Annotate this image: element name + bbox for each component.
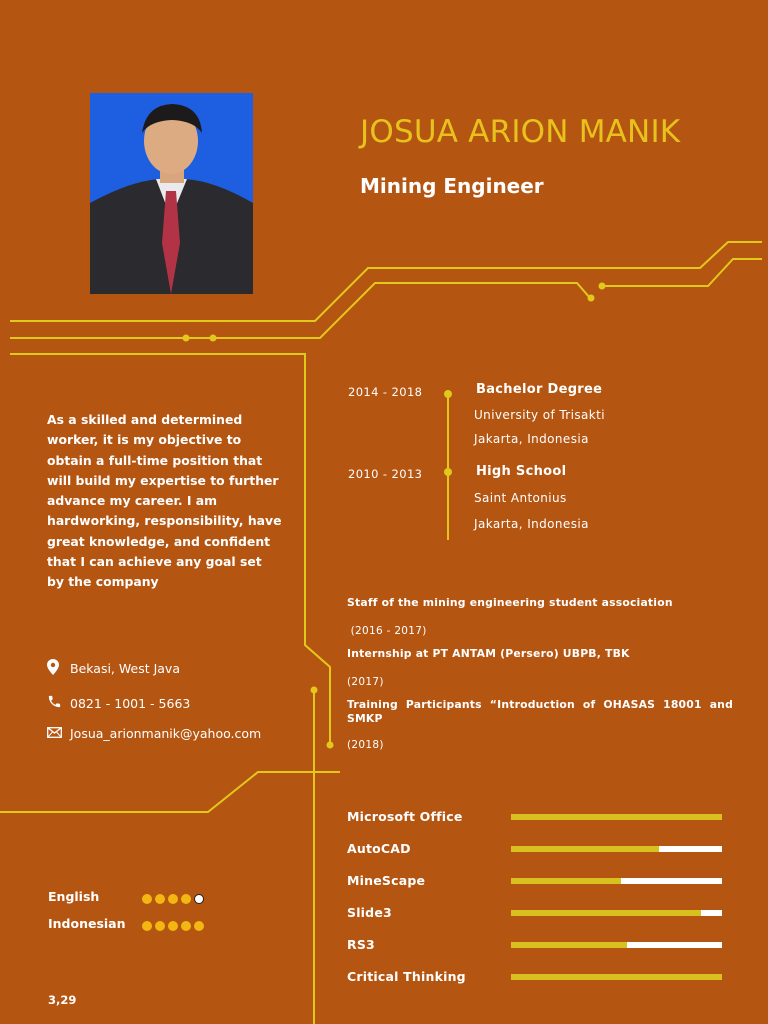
skill-level-fill (511, 910, 701, 916)
skill-name: Slide3 (347, 905, 392, 920)
rating-dot-filled (181, 894, 191, 904)
location-text: Bekasi, West Java (70, 661, 180, 676)
phone-text: 0821 - 1001 - 5663 (70, 695, 191, 711)
experience-year: (2017) (347, 676, 384, 688)
job-title: Mining Engineer (360, 174, 544, 198)
skill-level-fill (511, 942, 627, 948)
language-name: English (48, 889, 100, 904)
language-rating (142, 894, 204, 904)
contact-email (47, 726, 261, 741)
profile-photo (90, 93, 253, 294)
person-photo-icon (90, 93, 253, 294)
rating-dot-filled (194, 921, 204, 931)
rating-dot-filled (168, 921, 178, 931)
skill-level-bar (511, 910, 722, 916)
skill-name: MineScape (347, 873, 426, 888)
experience-year: (2016 - 2017) (347, 625, 427, 637)
education-school: University of Trisakti (474, 408, 605, 422)
experience-title: Internship at PT ANTAM (Persero) UBPB, TBK (347, 647, 630, 660)
rating-dot-filled (142, 894, 152, 904)
skill-level-fill (511, 814, 722, 820)
skill-level-bar (511, 942, 722, 948)
skill-name: AutoCAD (347, 841, 411, 856)
skill-level-fill (511, 974, 722, 980)
skill-level-fill (511, 846, 659, 852)
rating-dot-empty (194, 894, 204, 904)
gpa-value: 3,29 (48, 993, 77, 1007)
education-school: Saint Antonius (474, 491, 567, 505)
education-degree: High School (476, 464, 567, 479)
rating-dot-filled (181, 921, 191, 931)
person-name: JOSUA ARION MANIK (360, 114, 681, 150)
education-years: 2010 - 2013 (348, 467, 423, 481)
skill-name: RS3 (347, 937, 375, 952)
language-name: Indonesian (48, 916, 126, 931)
skill-level-bar (511, 846, 722, 852)
education-degree: Bachelor Degree (476, 382, 603, 397)
experience-title: Staff of the mining engineering student association (347, 596, 673, 609)
skill-level-bar (511, 878, 722, 884)
rating-dot-filled (155, 894, 165, 904)
skill-level-bar (511, 974, 722, 980)
education-place: Jakarta, Indonesia (474, 432, 589, 446)
skill-name: Microsoft Office (347, 809, 463, 824)
location-pin-icon (47, 659, 65, 678)
phone-icon (47, 694, 65, 712)
education-years: 2014 - 2018 (348, 385, 423, 399)
language-rating (142, 921, 204, 931)
mail-icon (47, 726, 65, 741)
contact-location (47, 659, 180, 678)
skill-name: Critical Thinking (347, 969, 466, 984)
contact-phone (47, 694, 190, 712)
rating-dot-filled (155, 921, 165, 931)
rating-dot-filled (142, 921, 152, 931)
email-text: Josua_arionmanik@yahoo.com (70, 726, 262, 741)
skill-level-bar (511, 814, 722, 820)
skill-level-fill (511, 878, 621, 884)
experience-year: (2018) (347, 739, 384, 751)
education-place: Jakarta, Indonesia (474, 517, 589, 531)
rating-dot-filled (168, 894, 178, 904)
experience-title: Training Participants “Introduction of OHASAS 18001 and SMKP (347, 698, 733, 725)
objective-text: As a skilled and determined worker, it is my objective to obtain a full-time position that will build my expertise to further advance my career. I am hardworking, responsibility, have great knowledge, and confident that I can achieve any goal set by the company (47, 412, 282, 590)
